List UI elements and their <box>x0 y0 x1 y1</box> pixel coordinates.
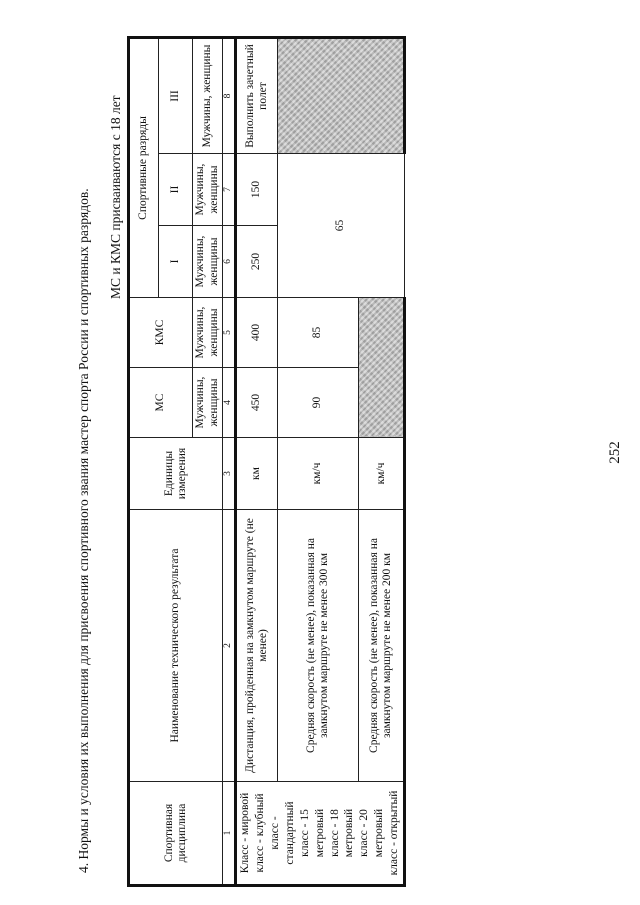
col-number: 2 <box>223 510 236 782</box>
header-result-name: Наименование технического результата <box>129 510 223 782</box>
header-rank-2: II <box>159 154 193 226</box>
col-number: 7 <box>223 154 236 226</box>
discipline-line: класс - 15 метровый <box>298 808 326 858</box>
result-name-cell: Средняя скорость (не менее), показанная на замкнутом маршруте не менее 200 км <box>359 510 405 782</box>
norms-table <box>127 36 406 887</box>
section-heading: 4. Нормы и условия их выполнения для присвоения спортивного звания мастер спорта России и спортивных разрядов. <box>76 188 91 873</box>
col-number: 4 <box>223 368 236 438</box>
result-name-cell: Средняя скорость (не менее), показанная на замкнутом маршруте не менее 300 км <box>277 510 358 782</box>
shaded-cell <box>359 298 405 438</box>
age-note: МС и КМС присваиваются с 18 лет <box>108 95 123 299</box>
col-number: 3 <box>223 438 236 510</box>
header-discipline: Спортивная дисциплина <box>129 782 223 886</box>
discipline-cell <box>235 782 404 886</box>
result-name-cell: Дистанция, пройденная на замкнутом маршруте (не менее) <box>235 510 277 782</box>
header-units: Единицы измерения <box>129 438 223 510</box>
col-number: 8 <box>223 37 236 153</box>
discipline-line: класс - клубный <box>253 793 266 873</box>
header-gender-r1: Мужчины, женщины <box>193 226 223 298</box>
header-gender-ms: Мужчины, женщины <box>193 368 223 438</box>
header-gender-kms: Мужчины, женщины <box>193 298 223 368</box>
header-rank-3: III <box>159 37 193 153</box>
col-number: 1 <box>223 782 236 886</box>
value-r2: 150 <box>235 154 277 226</box>
header-ms: МС <box>129 368 193 438</box>
value-r1-r2-merged: 65 <box>277 154 404 298</box>
discipline-line: класс - 18 метровый <box>328 808 356 858</box>
shaded-cell <box>277 37 404 153</box>
unit-cell: км/ч <box>277 438 358 510</box>
col-number: 6 <box>223 226 236 298</box>
discipline-line: класс - стандартный <box>268 801 296 865</box>
header-rank-1: I <box>159 226 193 298</box>
page-number: 252 <box>607 441 623 464</box>
discipline-line: Класс - мировой <box>238 792 251 874</box>
unit-cell: км <box>235 438 277 510</box>
value-kms: 85 <box>277 298 358 368</box>
value-r3: Выполнить зачетный полет <box>235 37 277 153</box>
value-r1: 250 <box>235 226 277 298</box>
value-ms: 450 <box>235 368 277 438</box>
discipline-line: класс - 20 метровый <box>358 808 386 858</box>
table-row <box>235 37 277 885</box>
col-number: 5 <box>223 298 236 368</box>
discipline-line: класс - открытый <box>388 790 401 876</box>
header-gender-r3: Мужчины, женщины <box>193 37 223 153</box>
table-row <box>277 37 358 885</box>
unit-cell: км/ч <box>359 438 405 510</box>
value-ms: 90 <box>277 368 358 438</box>
header-sport-ranks: Спортивные разряды <box>129 37 159 297</box>
header-gender-r2: Мужчины, женщины <box>193 154 223 226</box>
header-kms: КМС <box>129 298 193 368</box>
value-kms: 400 <box>235 298 277 368</box>
